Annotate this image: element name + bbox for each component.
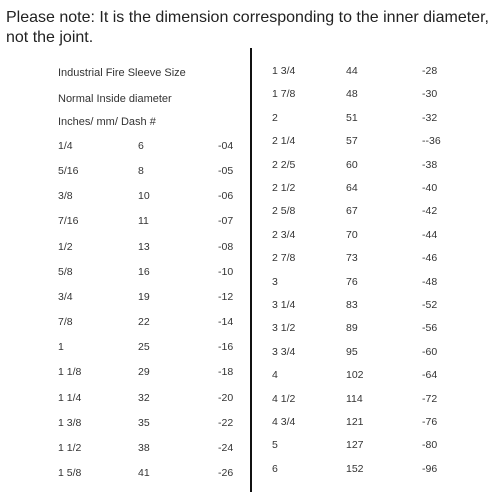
dash-number-cell: -96 bbox=[422, 462, 438, 475]
size-mm-cell: 95 bbox=[346, 345, 358, 358]
dash-number-cell: -04 bbox=[218, 140, 234, 152]
size-mm-cell: 44 bbox=[346, 65, 358, 77]
dash-number-cell: -08 bbox=[218, 240, 234, 253]
dash-number-cell: -40 bbox=[422, 182, 438, 194]
size-inch-cell: 3 3/4 bbox=[272, 345, 296, 358]
table-subtitle: Normal Inside diameter bbox=[58, 93, 172, 105]
dash-number-cell: -16 bbox=[218, 341, 234, 354]
dash-number-cell: -80 bbox=[422, 439, 438, 452]
dash-number-cell: -06 bbox=[218, 190, 234, 203]
size-inch-cell: 1 bbox=[58, 341, 64, 354]
size-mm-cell: 35 bbox=[138, 416, 150, 429]
size-mm-cell: 8 bbox=[138, 165, 144, 178]
size-mm-cell: 70 bbox=[346, 228, 358, 241]
size-mm-cell: 89 bbox=[346, 322, 358, 335]
dash-number-cell: -12 bbox=[218, 290, 234, 303]
dash-number-cell: -07 bbox=[218, 215, 234, 228]
size-mm-cell: 16 bbox=[138, 265, 150, 278]
size-inch-cell: 6 bbox=[272, 462, 278, 475]
size-inch-cell: 1 7/8 bbox=[272, 88, 296, 101]
size-mm-cell: 38 bbox=[138, 441, 150, 454]
dash-number-cell: -42 bbox=[422, 205, 438, 218]
size-mm-cell: 121 bbox=[346, 416, 364, 428]
size-mm-cell: 127 bbox=[346, 439, 364, 452]
size-inch-cell: 2 2/5 bbox=[272, 158, 296, 171]
size-mm-cell: 73 bbox=[346, 252, 358, 265]
dash-number-cell: -72 bbox=[422, 392, 438, 405]
size-inch-cell: 2 5/8 bbox=[272, 205, 296, 218]
dash-number-cell: -26 bbox=[218, 466, 234, 479]
size-inch-cell: 3/8 bbox=[58, 190, 73, 203]
size-inch-cell: 2 bbox=[272, 111, 278, 124]
size-inch-cell: 1 1/4 bbox=[58, 391, 82, 404]
size-inch-cell: 5/8 bbox=[58, 265, 73, 278]
dash-number-cell: -60 bbox=[422, 345, 438, 358]
size-inch-cell: 2 7/8 bbox=[272, 252, 296, 265]
dash-number-cell: -30 bbox=[422, 88, 438, 101]
size-inch-cell: 3 1/4 bbox=[272, 299, 296, 311]
size-inch-cell: 7/16 bbox=[58, 215, 79, 228]
size-mm-cell: 6 bbox=[138, 140, 144, 152]
size-mm-cell: 13 bbox=[138, 240, 150, 253]
dash-number-cell: -76 bbox=[422, 416, 438, 428]
size-inch-cell: 2 1/2 bbox=[272, 182, 296, 194]
size-mm-cell: 29 bbox=[138, 366, 150, 379]
dash-number-cell: -18 bbox=[218, 366, 234, 379]
size-mm-cell: 10 bbox=[138, 190, 150, 203]
size-mm-cell: 64 bbox=[346, 182, 358, 194]
dash-number-cell: -44 bbox=[422, 228, 438, 241]
size-inch-cell: 7/8 bbox=[58, 316, 73, 329]
size-mm-cell: 22 bbox=[138, 316, 150, 329]
size-mm-cell: 19 bbox=[138, 290, 150, 303]
size-inch-cell: 1 3/4 bbox=[272, 65, 296, 77]
dash-number-cell: -56 bbox=[422, 322, 438, 335]
dash-number-cell: -32 bbox=[422, 111, 438, 124]
size-inch-cell: 5/16 bbox=[58, 165, 79, 178]
dash-number-cell: -22 bbox=[218, 416, 234, 429]
size-inch-cell: 2 3/4 bbox=[272, 228, 296, 241]
dash-number-cell: -20 bbox=[218, 391, 234, 404]
size-inch-cell: 3 bbox=[272, 275, 278, 288]
size-inch-cell: 1 5/8 bbox=[58, 466, 82, 479]
size-inch-cell: 4 bbox=[272, 369, 278, 382]
size-mm-cell: 76 bbox=[346, 275, 358, 288]
size-inch-cell: 3 1/2 bbox=[272, 322, 296, 335]
dash-number-cell: -46 bbox=[422, 252, 438, 265]
dash-number-cell: -52 bbox=[422, 299, 438, 311]
size-mm-cell: 57 bbox=[346, 135, 358, 148]
size-inch-cell: 1 3/8 bbox=[58, 416, 82, 429]
dash-number-cell: -38 bbox=[422, 158, 438, 171]
size-mm-cell: 102 bbox=[346, 369, 364, 382]
size-inch-cell: 5 bbox=[272, 439, 278, 452]
size-inch-cell: 2 1/4 bbox=[272, 135, 296, 148]
dash-number-cell: -64 bbox=[422, 369, 438, 382]
size-mm-cell: 152 bbox=[346, 462, 364, 475]
dash-number-cell: -48 bbox=[422, 275, 438, 288]
size-inch-cell: 1 1/8 bbox=[58, 366, 82, 379]
dash-number-cell: -05 bbox=[218, 165, 234, 178]
size-mm-cell: 25 bbox=[138, 341, 150, 354]
size-mm-cell: 67 bbox=[346, 205, 358, 218]
size-mm-cell: 60 bbox=[346, 158, 358, 171]
size-inch-cell: 1 1/2 bbox=[58, 441, 82, 454]
size-mm-cell: 11 bbox=[138, 215, 149, 228]
size-mm-cell: 83 bbox=[346, 299, 358, 311]
size-mm-cell: 114 bbox=[346, 392, 363, 405]
size-mm-cell: 48 bbox=[346, 88, 358, 101]
column-header-line: Inches/ mm/ Dash # bbox=[58, 116, 156, 128]
dash-number-cell: --36 bbox=[422, 135, 441, 148]
size-mm-cell: 51 bbox=[346, 111, 358, 124]
size-inch-cell: 4 1/2 bbox=[272, 392, 296, 405]
size-mm-cell: 41 bbox=[138, 466, 150, 479]
size-inch-cell: 4 3/4 bbox=[272, 416, 296, 428]
dash-number-cell: -14 bbox=[218, 316, 234, 329]
size-inch-cell: 1/2 bbox=[58, 240, 73, 253]
size-inch-cell: 3/4 bbox=[58, 290, 73, 303]
dash-number-cell: -24 bbox=[218, 441, 234, 454]
size-inch-cell: 1/4 bbox=[58, 140, 73, 152]
notice-text: Please note: It is the dimension corresponding to the inner diameter, not the joint. bbox=[6, 9, 489, 46]
column-divider bbox=[250, 48, 252, 492]
table-title: Industrial Fire Sleeve Size bbox=[58, 67, 186, 79]
dash-number-cell: -28 bbox=[422, 65, 438, 77]
dash-number-cell: -10 bbox=[218, 265, 234, 278]
size-mm-cell: 32 bbox=[138, 391, 150, 404]
